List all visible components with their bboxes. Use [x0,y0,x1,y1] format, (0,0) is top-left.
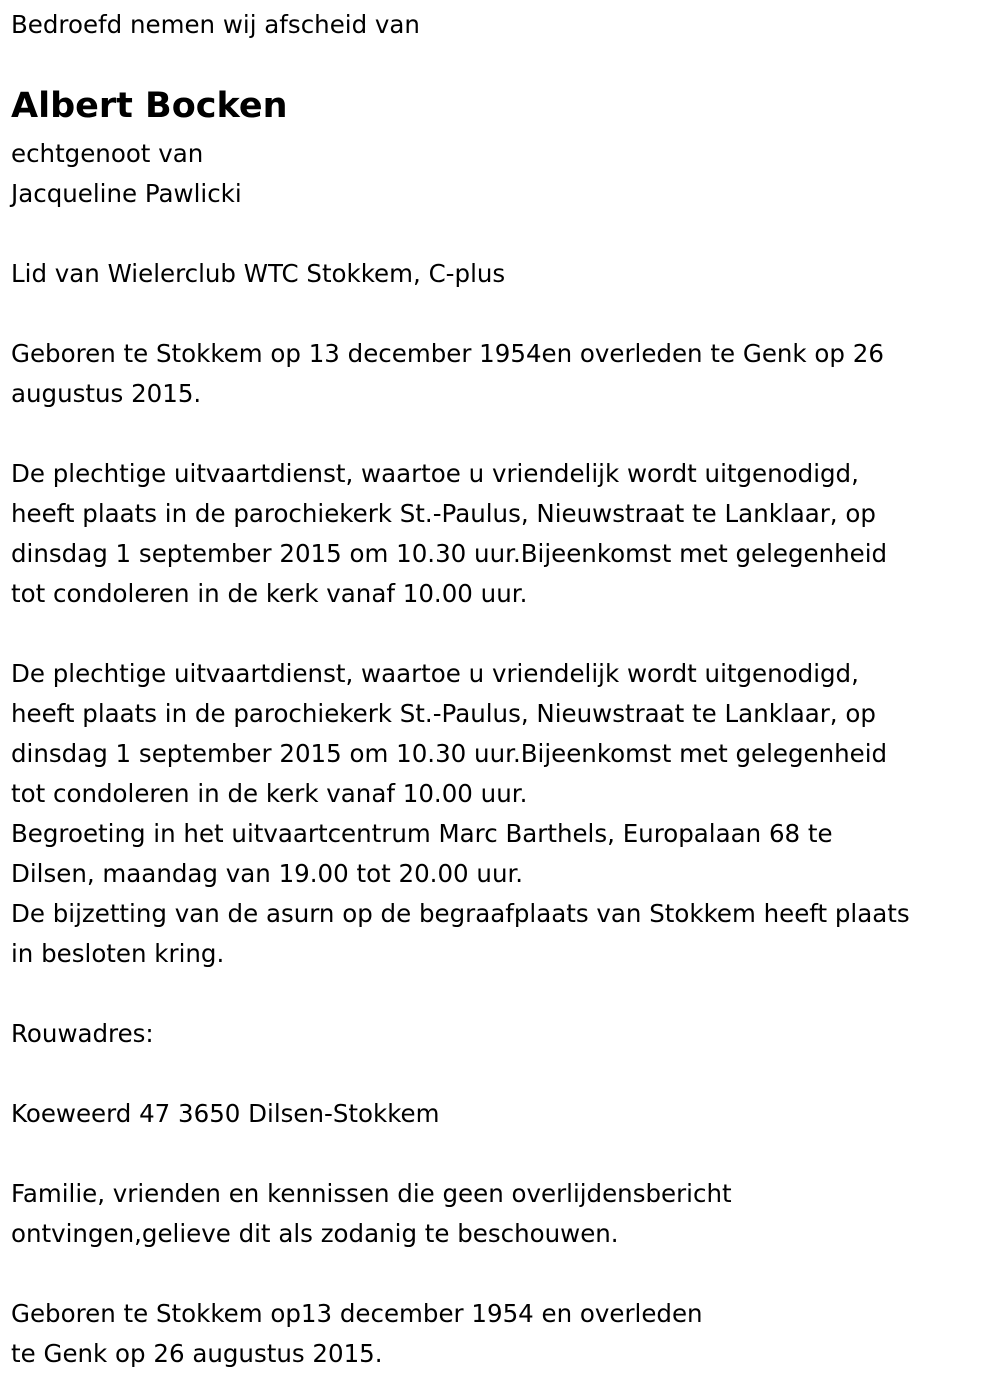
service-paragraph-1-line: De plechtige uitvaartdienst, waartoe u vriendelijk wordt uitgenodigd, [11,459,859,488]
service-paragraph-2-line: heeft plaats in de parochiekerk St.-Paulus, Nieuwstraat te Lanklaar, op [11,699,876,728]
visitation-line: Begroeting in het uitvaartcentrum Marc Barthels, Europalaan 68 te [11,819,833,848]
burial-line: in besloten kring. [11,939,225,968]
service-paragraph-2-line: De plechtige uitvaartdienst, waartoe u vriendelijk wordt uitgenodigd, [11,659,859,688]
membership-text: Lid van Wielerclub WTC Stokkem, C-plus [11,259,506,288]
notice-line: ontvingen,gelieve dit als zodanig te beschouwen. [11,1219,619,1248]
service-paragraph-1-line: dinsdag 1 september 2015 om 10.30 uur.Bijeenkomst met gelegenheid [11,539,888,568]
birth-death-line-2: augustus 2015. [11,379,202,408]
spouse-name: Jacqueline Pawlicki [11,179,242,208]
burial-line: De bijzetting van de asurn op de begraafplaats van Stokkem heeft plaats [11,899,910,928]
notice-line: Familie, vrienden en kennissen die geen overlijdensbericht [11,1179,732,1208]
service-paragraph-2-line: tot condoleren in de kerk vanaf 10.00 uur. [11,779,528,808]
birth-death-line-1: Geboren te Stokkem op 13 december 1954en overleden te Genk op 26 [11,339,884,368]
deceased-name: Albert Bocken [11,86,288,126]
intro-text: Bedroefd nemen wij afscheid van [11,10,420,39]
service-paragraph-2-line: dinsdag 1 september 2015 om 10.30 uur.Bijeenkomst met gelegenheid [11,739,888,768]
address-label: Rouwadres: [11,1019,154,1048]
birth-death-repeat-line: te Genk op 26 augustus 2015. [11,1339,383,1368]
birth-death-repeat-line: Geboren te Stokkem op13 december 1954 en overleden [11,1299,703,1328]
spouse-label: echtgenoot van [11,139,204,168]
visitation-line: Dilsen, maandag van 19.00 tot 20.00 uur. [11,859,524,888]
mourning-address: Koeweerd 47 3650 Dilsen-Stokkem [11,1099,440,1128]
service-paragraph-1-line: tot condoleren in de kerk vanaf 10.00 uur. [11,579,528,608]
service-paragraph-1-line: heeft plaats in de parochiekerk St.-Paulus, Nieuwstraat te Lanklaar, op [11,499,876,528]
